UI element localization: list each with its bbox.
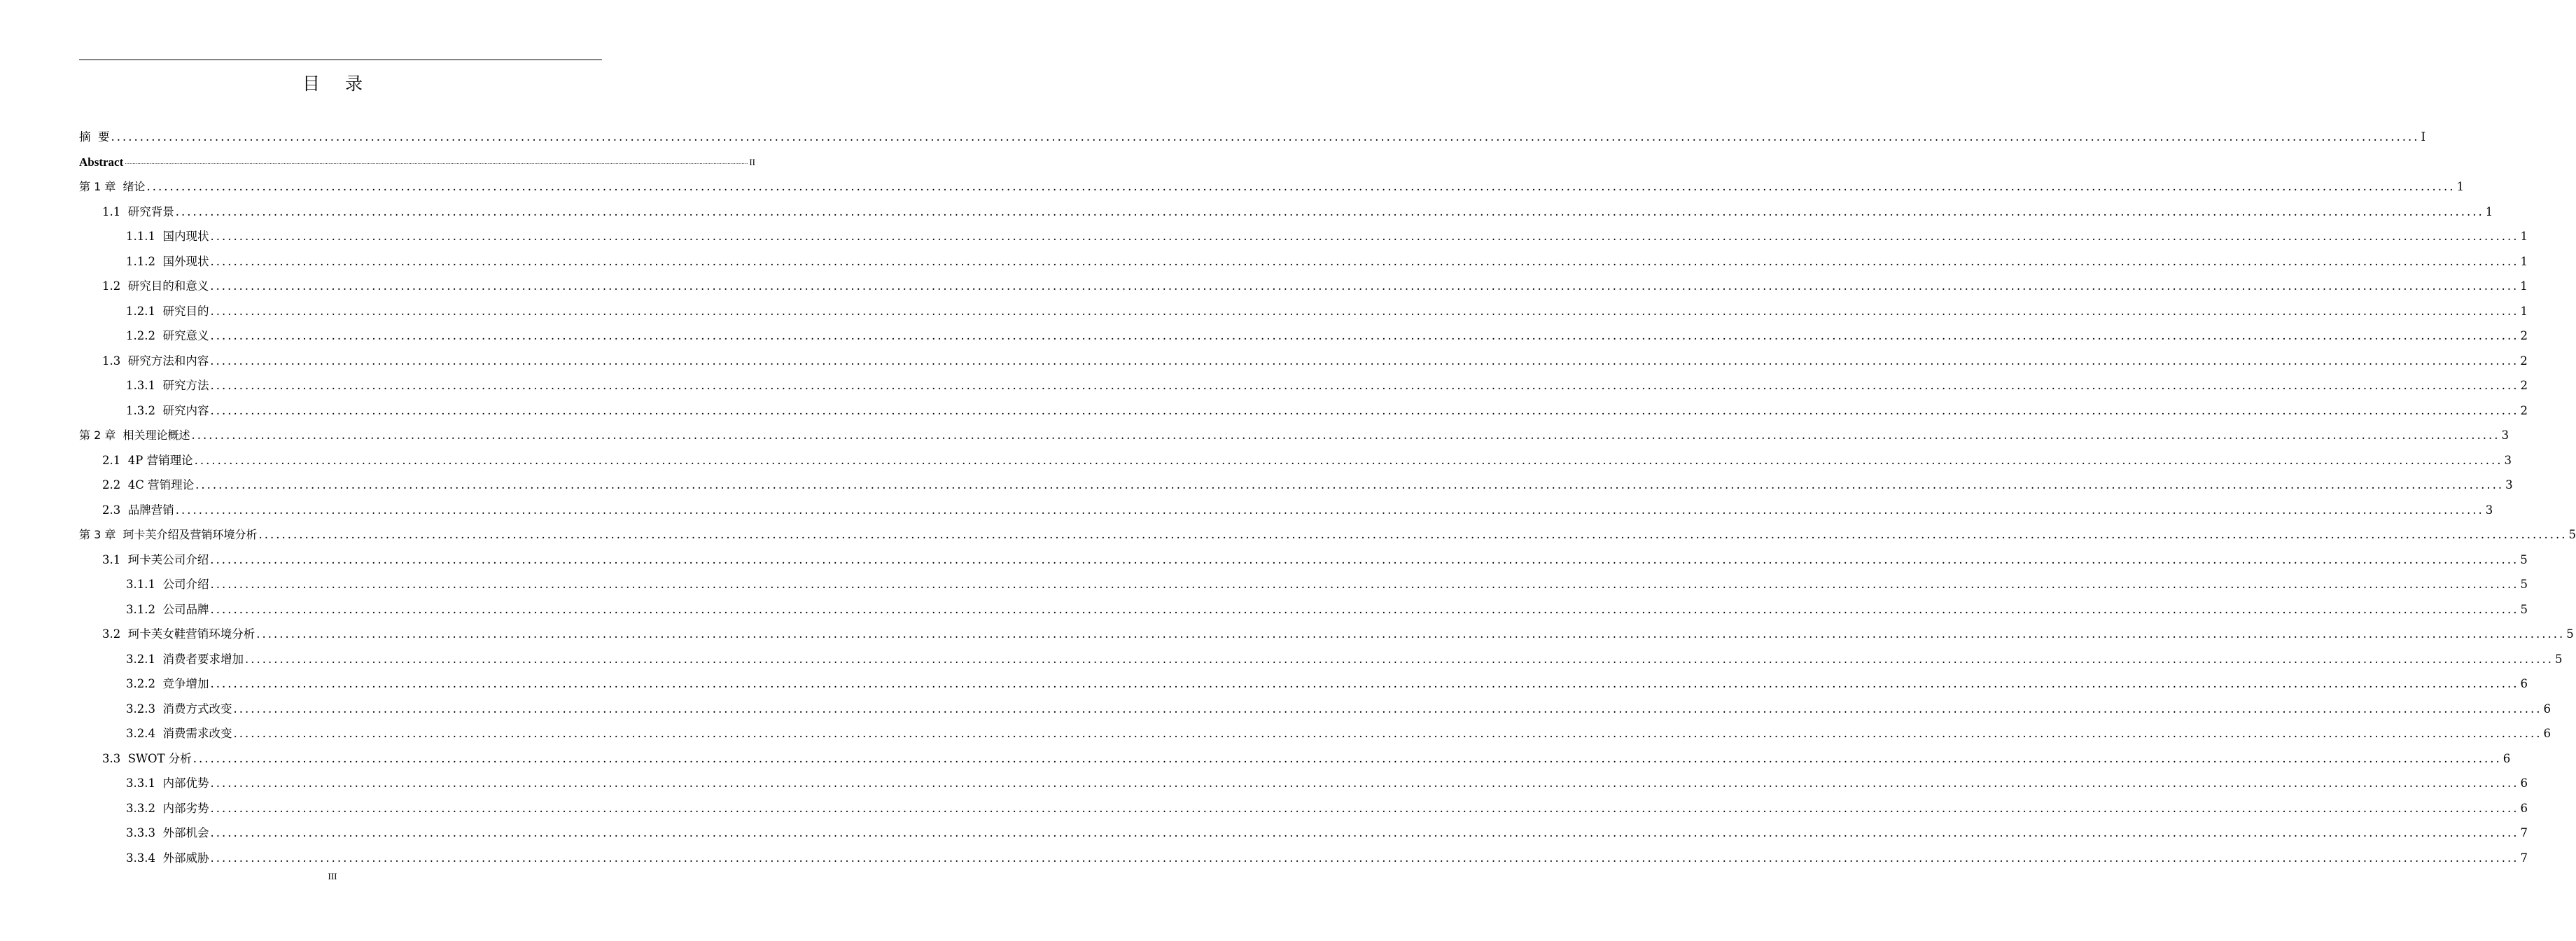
toc-entry-label: 研究目的和意义	[127, 279, 209, 293]
toc-entry-page: 5	[2554, 653, 2563, 666]
toc-entry[interactable]	[126, 248, 2528, 273]
toc-entry[interactable]	[79, 421, 2509, 447]
toc-entry-number: 2.1	[102, 454, 128, 467]
toc-entry-number: 1.2.2	[126, 329, 163, 342]
toc-entry[interactable]	[79, 123, 2426, 148]
toc-entry-number: 2.3	[102, 503, 128, 517]
toc-entry[interactable]	[102, 447, 2512, 472]
toc-entry[interactable]	[102, 745, 2511, 770]
toc-entry-number: 第 1 章	[79, 180, 123, 193]
toc-entry-page: 5	[2520, 578, 2528, 591]
toc-entry[interactable]	[126, 322, 2528, 347]
toc-entry-label: 消费需求改变	[162, 727, 232, 740]
toc-entry[interactable]	[126, 646, 2563, 671]
toc-entry-number: 3.2	[102, 627, 128, 641]
page-number: III	[328, 871, 337, 881]
toc-entry-page: 3	[2485, 503, 2493, 517]
toc-dot-leader: ................................................................................................................................................................................................................................................................................................................................................................................................................	[233, 702, 2542, 716]
toc-dot-leader: ................................................................................................................................................................................................................................................................................................................................................................................................................	[175, 205, 2484, 218]
toc-dot-leader: ................................................................................................................................................................................................................................................................................................................................................................................................................	[125, 160, 748, 165]
toc-dot-leader: ................................................................................................................................................................................................................................................................................................................................................................................................................	[194, 454, 2503, 467]
toc-entry-label: 消费者要求增加	[162, 653, 244, 666]
toc-dot-leader: ................................................................................................................................................................................................................................................................................................................................................................................................................	[210, 404, 2519, 417]
toc-entry-page: 6	[2520, 802, 2528, 815]
toc-dot-leader: ................................................................................................................................................................................................................................................................................................................................................................................................................	[210, 826, 2519, 839]
toc-dot-leader: ................................................................................................................................................................................................................................................................................................................................................................................................................	[175, 503, 2484, 517]
toc-entry-label: 内部劣势	[162, 802, 209, 815]
toc-entry-label: 公司品牌	[162, 603, 209, 616]
toc-entry-number: 3.1.1	[126, 578, 163, 591]
toc-dot-leader: ................................................................................................................................................................................................................................................................................................................................................................................................................	[210, 305, 2519, 318]
toc-dot-leader: ................................................................................................................................................................................................................................................................................................................................................................................................................	[210, 578, 2519, 591]
toc-entry-number: 3.3.3	[126, 826, 163, 839]
toc-entry-number: 3.2.2	[126, 677, 163, 690]
toc-entry-number: 2.2	[102, 478, 128, 492]
toc-entry[interactable]	[126, 819, 2528, 844]
toc-entry[interactable]	[126, 670, 2528, 695]
toc-entry-label: 外部威胁	[162, 851, 209, 865]
toc-entry-label: 研究方法	[162, 379, 209, 392]
toc-entry[interactable]	[126, 571, 2528, 596]
toc-entry-label: 消费方式改变	[162, 702, 232, 716]
toc-entry-label: 研究背景	[127, 205, 174, 218]
toc-entry-label: 内部优势	[162, 776, 209, 790]
toc-entry-page: 1	[2520, 230, 2528, 243]
toc-entry-page: 7	[2520, 826, 2528, 839]
toc-entry-number: 1.1.2	[126, 255, 163, 268]
toc-entry-page: 5	[2566, 627, 2574, 641]
toc-entry-page: 7	[2520, 851, 2528, 865]
toc-entry-number: 1.1	[102, 205, 128, 218]
toc-dot-leader: ................................................................................................................................................................................................................................................................................................................................................................................................................	[210, 776, 2519, 790]
toc-dot-leader: ................................................................................................................................................................................................................................................................................................................................................................................................................	[233, 727, 2542, 740]
toc-dot-leader: ................................................................................................................................................................................................................................................................................................................................................................................................................	[195, 478, 2505, 492]
toc-entry-number: 3.1.2	[126, 603, 163, 616]
toc-dot-leader: ................................................................................................................................................................................................................................................................................................................................................................................................................	[210, 279, 2519, 293]
toc-entry[interactable]	[102, 347, 2528, 372]
toc-entry-page: 6	[2520, 677, 2528, 690]
toc-dot-leader: ................................................................................................................................................................................................................................................................................................................................................................................................................	[210, 230, 2519, 243]
toc-dot-leader: ................................................................................................................................................................................................................................................................................................................................................................................................................	[256, 627, 2566, 641]
toc-entry-label: 研究目的	[162, 305, 209, 318]
toc-entry-number: 3.3.1	[126, 776, 163, 790]
toc-dot-leader: ................................................................................................................................................................................................................................................................................................................................................................................................................	[210, 354, 2519, 368]
toc-entry-label: 国内现状	[162, 230, 209, 243]
toc-dot-leader: ................................................................................................................................................................................................................................................................................................................................................................................................................	[191, 428, 2500, 442]
toc-entry-number: 3.3	[102, 752, 128, 765]
toc-entry-number: 1.3.2	[126, 404, 163, 417]
toc-dot-leader: ................................................................................................................................................................................................................................................................................................................................................................................................................	[192, 752, 2502, 765]
toc-entry-label: 珂卡芙女鞋营销环境分析	[127, 627, 255, 641]
page-title: 目 录	[302, 74, 372, 94]
toc-entry-label: 4C 营销理论	[127, 478, 195, 492]
toc-entry-number: 3.2.1	[126, 653, 163, 666]
toc-entry[interactable]	[126, 372, 2528, 397]
toc-entry-page: 6	[2543, 727, 2551, 740]
toc-entry-page: 1	[2485, 205, 2493, 218]
toc-entry-number: 1.2	[102, 279, 128, 293]
toc-entry[interactable]	[102, 198, 2493, 223]
toc-dot-leader: ................................................................................................................................................................................................................................................................................................................................................................................................................	[210, 677, 2519, 690]
toc-dot-leader: ................................................................................................................................................................................................................................................................................................................................................................................................................	[210, 603, 2519, 616]
toc-entry-label: 珂卡芙公司介绍	[127, 553, 209, 566]
toc-entry-page: 1	[2456, 180, 2464, 193]
toc-entry-number: 3.1	[102, 553, 128, 566]
toc-entry-label: 公司介绍	[162, 578, 209, 591]
toc-entry[interactable]	[79, 173, 2464, 198]
toc-entry-page: 2	[2520, 329, 2528, 342]
toc-entry-page: 2	[2520, 404, 2528, 417]
toc-entry-page: 6	[2543, 702, 2551, 716]
toc-entry-label: 竞争增加	[162, 677, 209, 690]
toc-entry-label: 外部机会	[162, 826, 209, 839]
toc-dot-leader: ................................................................................................................................................................................................................................................................................................................................................................................................................	[244, 653, 2554, 666]
toc-entry-page: II	[749, 157, 755, 167]
toc-entry-label: 国外现状	[162, 255, 209, 268]
toc-entry[interactable]	[79, 148, 755, 174]
toc-entry[interactable]	[126, 769, 2528, 795]
toc-entry-page: 6	[2520, 776, 2528, 790]
toc-entry-number: 1.3	[102, 354, 128, 368]
toc-entry-label: 4P 营销理论	[127, 454, 193, 467]
toc-entry[interactable]	[126, 596, 2528, 621]
toc-entry[interactable]	[79, 521, 2576, 546]
toc-entry[interactable]	[126, 397, 2528, 422]
toc-entry[interactable]	[102, 546, 2528, 571]
toc-entry-number: 1.2.1	[126, 305, 163, 318]
toc-entry-label: 相关理论概述	[122, 428, 190, 442]
toc-dot-leader: ................................................................................................................................................................................................................................................................................................................................................................................................................	[210, 329, 2519, 342]
toc-entry-number: 第 3 章	[79, 528, 123, 541]
toc-dot-leader: ................................................................................................................................................................................................................................................................................................................................................................................................................	[210, 255, 2519, 268]
toc-entry[interactable]	[126, 720, 2551, 745]
toc-entry-page: 6	[2502, 752, 2511, 765]
toc-entry-label: 珂卡芙介绍及营销环境分析	[122, 528, 258, 541]
toc-entry-page: 5	[2520, 553, 2528, 566]
toc-entry-label: 摘 要	[79, 130, 110, 144]
toc-dot-leader: ................................................................................................................................................................................................................................................................................................................................................................................................................	[146, 180, 2456, 193]
toc-dot-leader: ................................................................................................................................................................................................................................................................................................................................................................................................................	[210, 553, 2519, 566]
toc-entry-page: 1	[2520, 305, 2528, 318]
toc-entry-label: 研究方法和内容	[127, 354, 209, 368]
toc-dot-leader: ................................................................................................................................................................................................................................................................................................................................................................................................................	[210, 802, 2519, 815]
toc-entry-number: 1.1.1	[126, 230, 163, 243]
toc-entry-page: 3	[2504, 454, 2512, 467]
toc-dot-leader: ................................................................................................................................................................................................................................................................................................................................................................................................................	[210, 851, 2519, 865]
toc-entry-page: 2	[2520, 354, 2528, 368]
toc-entry-number: 3.3.2	[126, 802, 163, 815]
toc-entry-page: I	[2421, 130, 2426, 144]
toc-dot-leader: ................................................................................................................................................................................................................................................................................................................................................................................................................	[111, 130, 2420, 144]
toc-entry-number: 第 2 章	[79, 428, 123, 442]
toc-dot-leader: ................................................................................................................................................................................................................................................................................................................................................................................................................	[210, 379, 2519, 392]
toc-entry[interactable]	[126, 795, 2528, 820]
toc-entry-label: 绪论	[122, 180, 146, 193]
toc-entry-page: 1	[2520, 255, 2528, 268]
toc-entry[interactable]	[102, 471, 2513, 496]
toc-entry-page: 5	[2568, 528, 2576, 541]
toc-entry[interactable]	[126, 298, 2528, 323]
toc-entry-page: 2	[2520, 379, 2528, 392]
toc-entry-page: 3	[2505, 478, 2513, 492]
toc-entry-page: 1	[2520, 279, 2528, 293]
toc-entry-page: 3	[2501, 428, 2509, 442]
toc-entry-label: 研究内容	[162, 404, 209, 417]
toc-entry-label: Abstract	[79, 155, 124, 169]
toc-entry[interactable]	[126, 844, 2528, 870]
toc-entry-label: 研究意义	[162, 329, 209, 342]
toc-entry[interactable]	[102, 496, 2493, 522]
toc-entry[interactable]	[126, 223, 2528, 248]
toc-entry[interactable]	[126, 695, 2551, 720]
toc-entry[interactable]	[102, 272, 2528, 298]
toc-entry-page: 5	[2520, 603, 2528, 616]
toc-entry-number: 3.2.3	[126, 702, 163, 716]
toc-entry-number: 3.2.4	[126, 727, 163, 740]
toc-entry-label: SWOT 分析	[127, 752, 192, 765]
toc-entry[interactable]	[102, 620, 2574, 646]
toc-entry-label: 品牌营销	[127, 503, 174, 517]
toc-dot-leader: ................................................................................................................................................................................................................................................................................................................................................................................................................	[258, 528, 2568, 541]
toc-entry-number: 3.3.4	[126, 851, 163, 865]
toc-entry-number: 1.3.1	[126, 379, 163, 392]
